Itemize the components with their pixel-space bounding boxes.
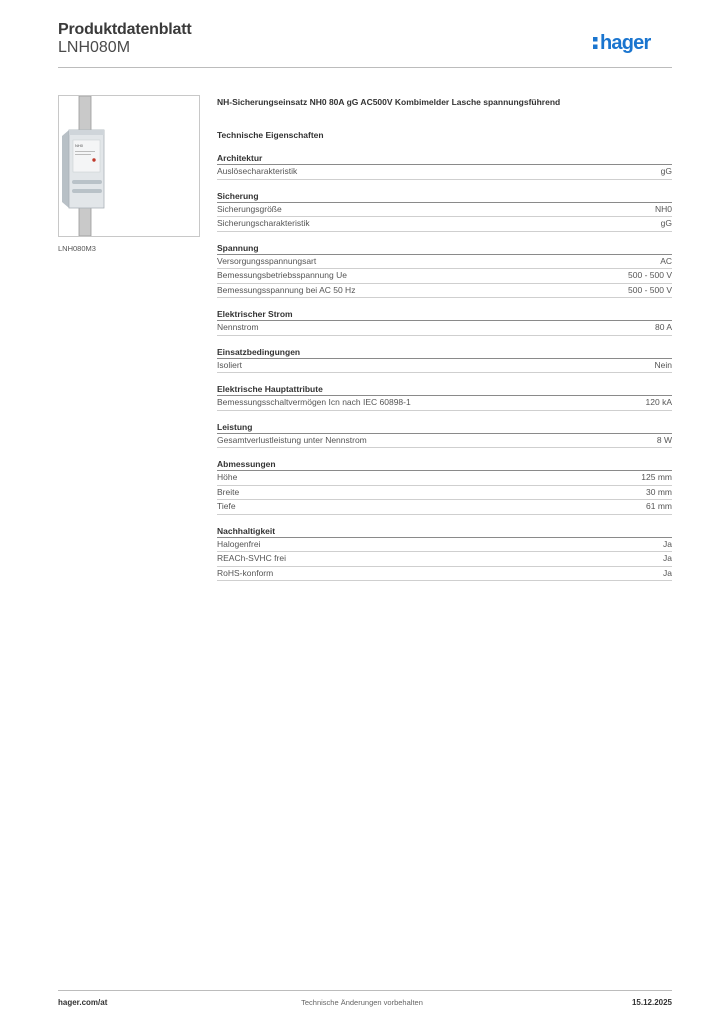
spec-row [217, 552, 672, 567]
product-description: NH-Sicherungseinsatz NH0 80A gG AC500V Kombimelder Lasche spannungsführend [217, 97, 561, 107]
spec-group [217, 190, 672, 232]
spec-row [217, 269, 672, 284]
spec-label: Tiefe [217, 501, 236, 511]
spec-row [217, 471, 672, 486]
spec-group-title: Einsatzbedingungen [217, 346, 672, 359]
spec-group-title: Spannung [217, 242, 672, 255]
spec-groups [217, 152, 672, 581]
logo-dot-top [593, 37, 598, 42]
spec-value: gG [660, 218, 672, 228]
spec-group [217, 308, 672, 336]
spec-row [217, 321, 672, 336]
spec-label: Auslösecharakteristik [217, 166, 298, 176]
footer-divider [58, 990, 672, 991]
spec-row [217, 567, 672, 582]
spec-group [217, 458, 672, 515]
spec-label: Breite [217, 486, 240, 497]
logo-dot-bottom [593, 45, 598, 50]
spec-value: Ja [663, 553, 672, 563]
document-title: Produktdatenblatt [58, 21, 192, 38]
product-image-frame [58, 95, 200, 237]
spec-group-title: Elektrischer Strom [217, 308, 672, 321]
spec-group [217, 152, 672, 180]
spec-label: Bemessungsbetriebsspannung Ue [217, 270, 347, 280]
header-divider [58, 67, 672, 68]
fuse-grip-2 [72, 189, 102, 193]
spec-label: Sicherungscharakteristik [217, 218, 310, 228]
spec-value: 8 W [656, 434, 672, 445]
section-title: Technische Eigenschaften [217, 130, 324, 140]
spec-group [217, 242, 672, 299]
spec-group-title: Leistung [217, 421, 672, 434]
spec-group [217, 525, 672, 582]
spec-value: 120 kA [645, 397, 672, 407]
spec-row [217, 396, 672, 411]
spec-value: Ja [663, 538, 672, 549]
spec-value: gG [660, 166, 672, 176]
spec-content [217, 97, 672, 581]
spec-label: RoHS-konform [217, 567, 274, 578]
spec-label: Bemessungsschaltvermögen Icn nach IEC 60898-1 [217, 397, 411, 407]
spec-value: 80 A [654, 322, 672, 332]
spec-value: 61 mm [646, 501, 672, 511]
spec-value: NH0 [654, 203, 672, 214]
spec-group-title: Architektur [217, 152, 672, 165]
fuse-label-line-2 [75, 154, 91, 155]
fuse-product-image [59, 96, 199, 236]
footer-website[interactable]: hager.com/at [58, 998, 108, 1007]
spec-row [217, 284, 672, 299]
fuse-top-cap [69, 130, 104, 135]
spec-label: Isoliert [217, 359, 243, 370]
spec-label: Gesamtverlustleistung unter Nennstrom [217, 434, 367, 445]
footer-note: Technische Änderungen vorbehalten [301, 998, 423, 1007]
spec-group-title: Sicherung [217, 190, 672, 203]
fuse-grip-1 [72, 180, 102, 184]
spec-row [217, 500, 672, 515]
fuse-label-line-1 [75, 151, 95, 152]
spec-group-title: Abmessungen [217, 458, 672, 471]
spec-label: Nennstrom [217, 322, 259, 332]
spec-label: Höhe [217, 472, 238, 482]
logo-wordmark: hager [600, 32, 651, 54]
spec-value: AC [660, 255, 672, 266]
fuse-label-text: NH0 [75, 143, 84, 148]
spec-label: Sicherungsgröße [217, 203, 282, 214]
spec-value: Nein [654, 359, 672, 370]
spec-value: 125 mm [641, 472, 672, 482]
hager-logo [592, 27, 672, 57]
spec-group-title: Nachhaltigkeit [217, 525, 672, 538]
spec-value: Ja [663, 567, 672, 578]
spec-row [217, 203, 672, 218]
spec-row [217, 165, 672, 180]
spec-group [217, 346, 672, 374]
footer-date: 15.12.2025 [631, 998, 672, 1007]
spec-row [217, 538, 672, 553]
spec-label: Bemessungsspannung bei AC 50 Hz [217, 284, 356, 295]
spec-value: 500 - 500 V [628, 270, 672, 280]
spec-value: 30 mm [646, 486, 672, 497]
product-code: LNH080M [58, 39, 131, 56]
image-caption: LNH080M3 [58, 244, 96, 253]
spec-row [217, 217, 672, 232]
spec-label: Versorgungsspannungsart [217, 255, 317, 266]
spec-value: 500 - 500 V [628, 284, 672, 295]
spec-group-title: Elektrische Hauptattribute [217, 383, 672, 396]
spec-label: Halogenfrei [217, 538, 261, 549]
spec-row [217, 486, 672, 501]
spec-row [217, 359, 672, 374]
spec-group [217, 421, 672, 449]
spec-group [217, 383, 672, 411]
fuse-body-side [62, 130, 69, 208]
spec-row [217, 434, 672, 449]
spec-label: REACh-SVHC frei [217, 553, 286, 563]
fuse-indicator [92, 158, 95, 161]
spec-row [217, 255, 672, 270]
